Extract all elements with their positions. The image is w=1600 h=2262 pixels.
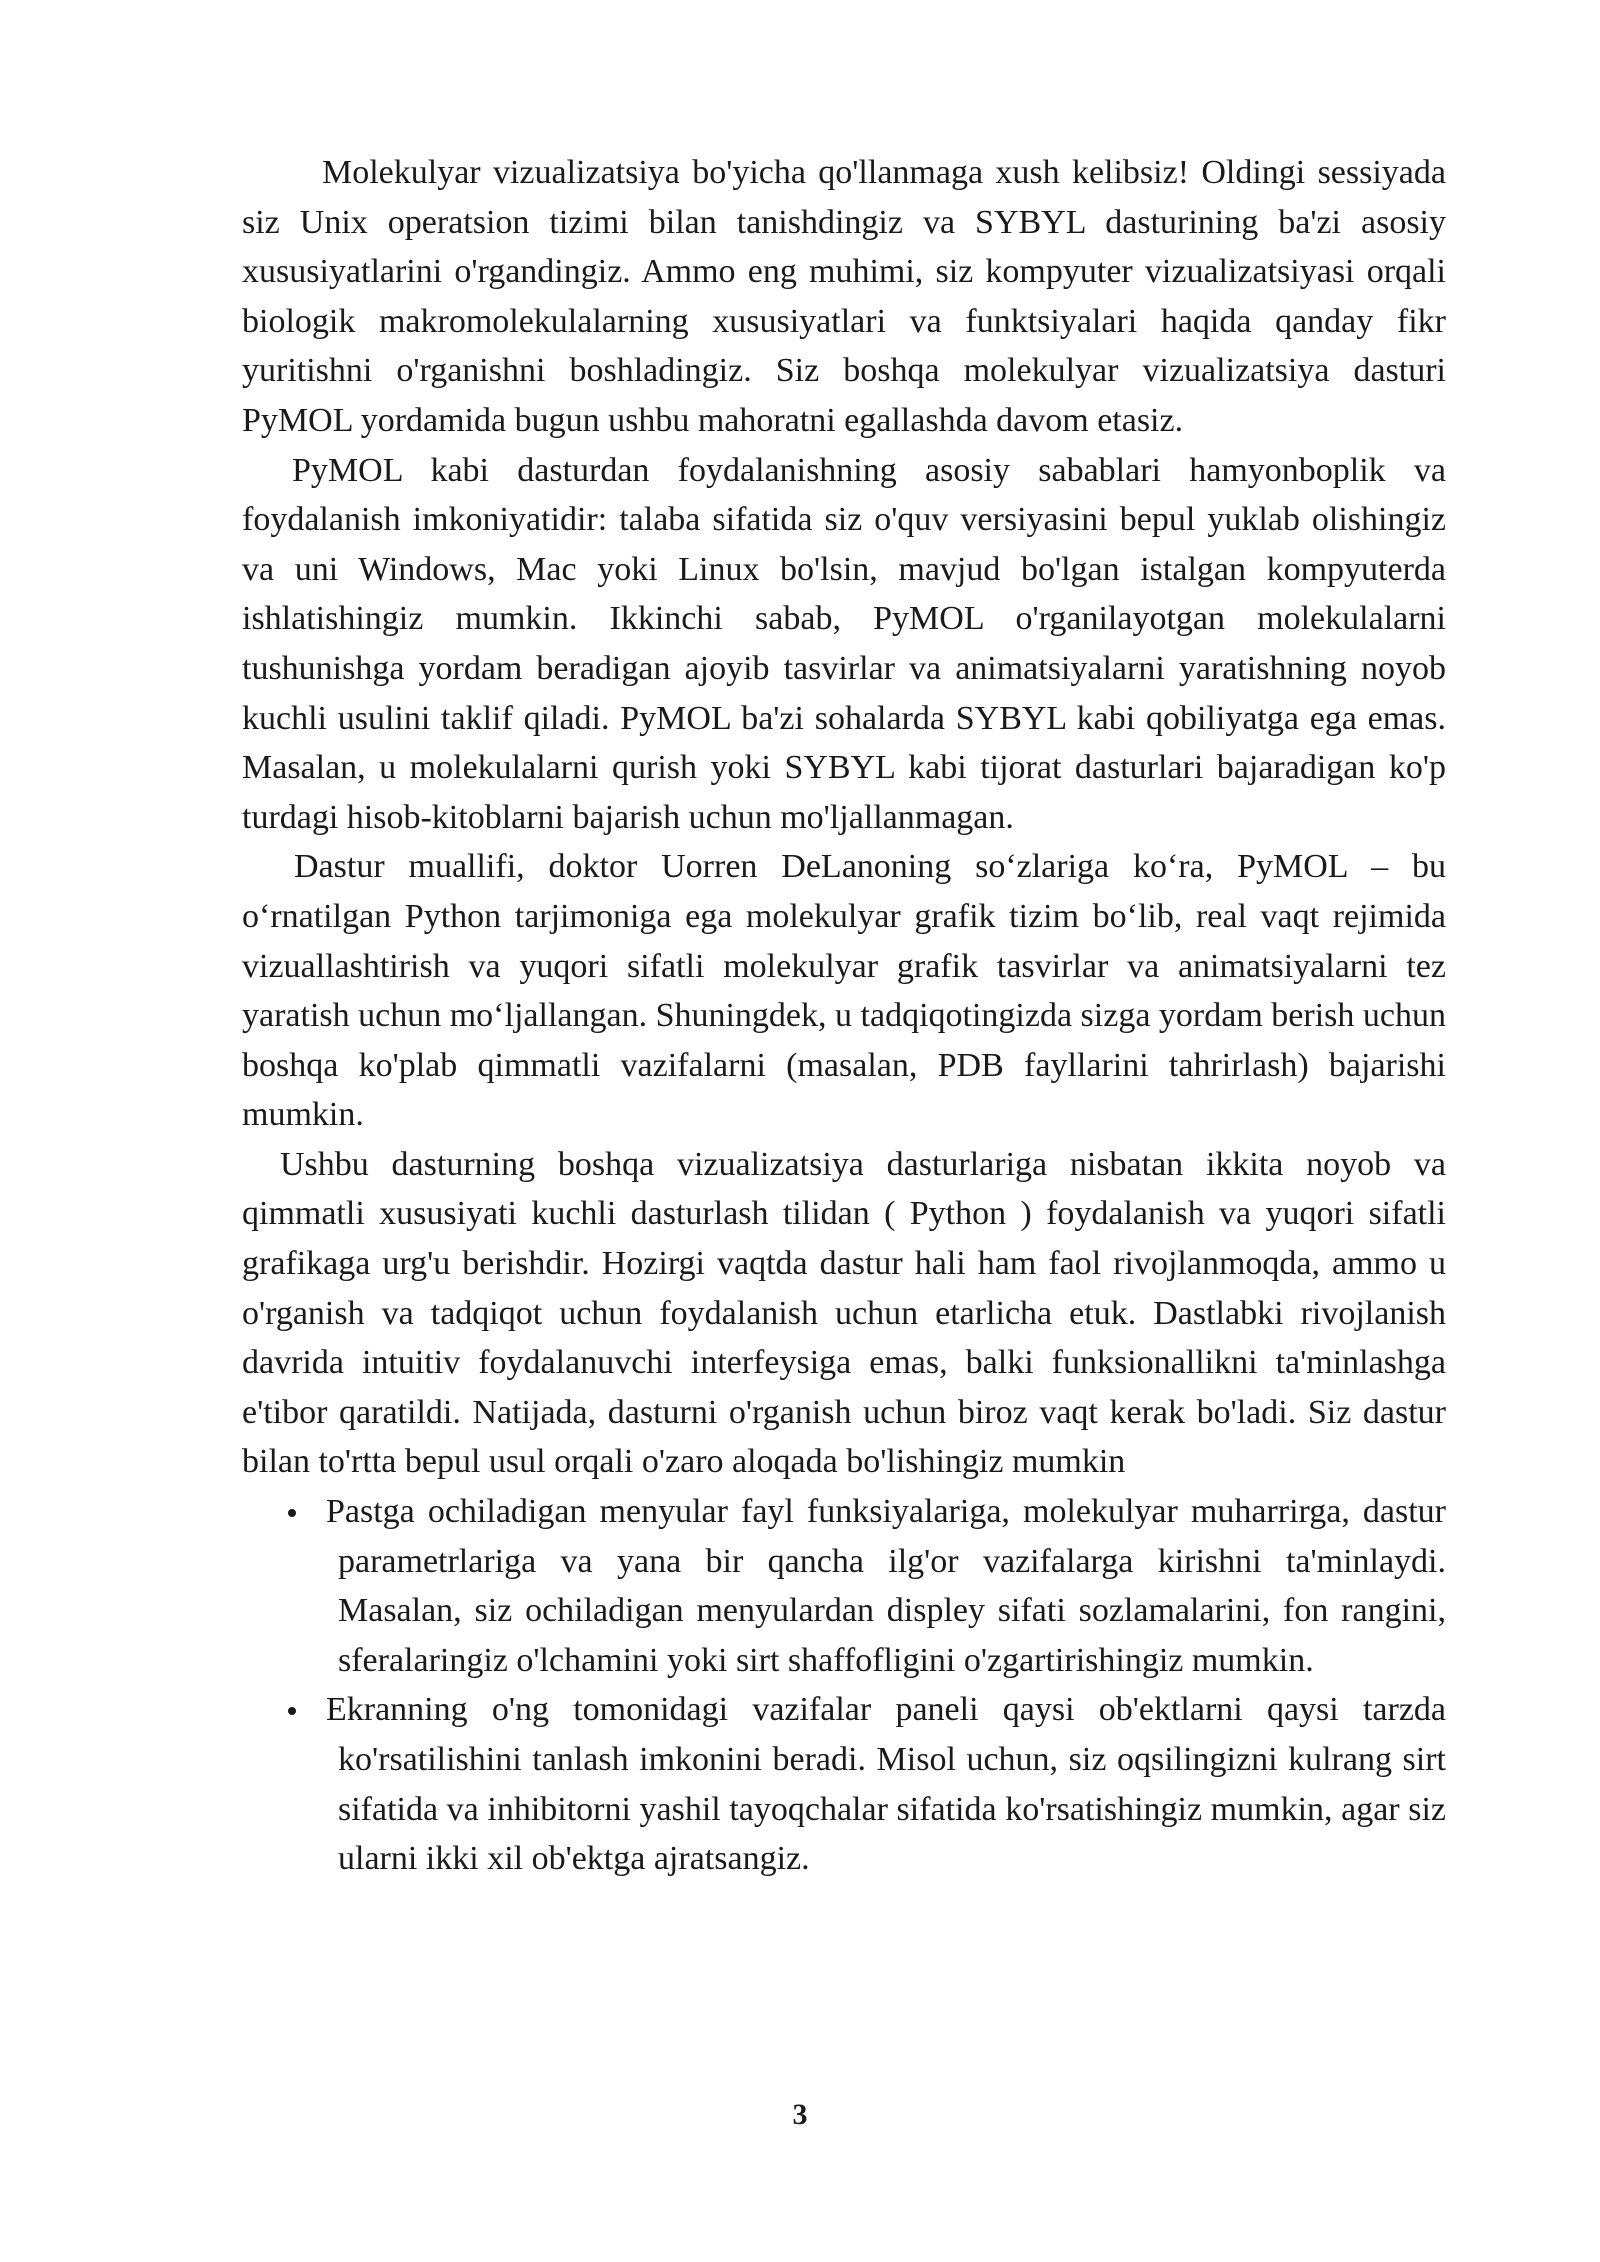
list-item-text: Ekranning o'ng tomonidagi vazifalar paneli qaysi ob'ektlarni qaysi tarzda ko'rsatilishini tanlash imkonini beradi. Misol uchun, siz oqsilingizni kulrang sirt sifatida va inhibitorni yashil tayoqchalar sifatida ko'rsatishingiz mumkin, agar siz ularni ikki xil ob'ektga ajratsangiz. [326, 1691, 1446, 1878]
list-item [242, 1487, 1446, 1685]
page-number: 3 [792, 2098, 808, 2131]
paragraph-reasons: PyMOL kabi dasturdan foydalanishning asosiy sabablari hamyonboplik va foydalanish imkoniyatidir: talaba sifatida siz o'quv versiyasini bepul yuklab olishingiz va uni Windows, Mac yoki Linux bo'lsin, mavjud bo'lgan istalgan kompyuterda ishlatishingiz mumkin. Ikkinchi sabab, PyMOL o'rganilayotgan molekulalarni tushunishga yordam beradigan ajoyib tasvirlar va animatsiyalarni yaratishning noyob kuchli usulini taklif qiladi. PyMOL ba'zi sohalarda SYBYL kabi qobiliyatga ega emas. Masalan, u molekulalarni qurish yoki SYBYL kabi tijorat dasturlari bajaradigan ko'p turdagi hisob-kitoblarni bajarish uchun mo'ljallanmagan. [242, 451, 1446, 836]
paragraph-author: Dastur muallifi, doktor Uorren DeLanoning so‘zlariga ko‘ra, PyMOL – bu o‘rnatilgan Python tarjimoniga ega molekulyar grafik tizim bo‘lib, real vaqt rejimida vizuallashtirish va yuqori sifatli molekulyar grafik tasvirlar va animatsiyalarni tez yaratish uchun mo‘ljallangan. Shuningdek, u tadqiqotingizda sizga yordam berish uchun boshqa ko'plab qimmatli vazifalarni (masalan, PDB fayllarini tahrirlash) bajarishi mumkin. [242, 848, 1446, 1134]
paragraph-features: Ushbu dasturning boshqa vizualizatsiya dasturlariga nisbatan ikkita noyob va qimmatli xususiyati kuchli dasturlash tilidan ( Python ) foydalanish va yuqori sifatli grafikaga urg'u berishdir. Hozirgi vaqtda dastur hali ham faol rivojlanmoqda, ammo u o'rganish va tadqiqot uchun foydalanish uchun etarlicha etuk. Dastlabki rivojlanish davrida intuitiv foydalanuvchi interfeysiga emas, balki funksionallikni ta'minlashga e'tibor qaratildi. Natijada, dasturni o'rganish uchun biroz vaqt kerak bo'ladi. Siz dastur bilan to'rtta bepul usul orqali o'zaro aloqada bo'lishingiz mumkin [242, 1145, 1446, 1481]
bullet-list [242, 1487, 1446, 1884]
paragraph-intro: Molekulyar vizualizatsiya bo'yicha qo'llanmaga xush kelibsiz! Oldingi sessiyada siz Unix operatsion tizimi bilan tanishdingiz va SYBYL dasturining ba'zi asosiy xususiyatlarini o'rgandingiz. Ammo eng muhimi, siz kompyuter vizualizatsiyasi orqali biologik makromolekulalarning xususiyatlari va funktsiyalari haqida qanday fikr yuritishni o'rganishni boshladingiz. Siz boshqa molekulyar vizualizatsiya dasturi PyMOL yordamida bugun ushbu mahoratni egallashda davom etasiz. [242, 154, 1446, 439]
list-item-text: Pastga ochiladigan menyular fayl funksiyalariga, molekulyar muharrirga, dastur parametrlariga va yana bir qancha ilg'or vazifalarga kirishni ta'minlaydi. Masalan, siz ochiladigan menyulardan displey sifati sozlamalarini, fon rangini, sferalaringiz o'lchamini yoki sirt shaffofligini o'zgartirishingiz mumkin. [326, 1493, 1446, 1679]
page-body [242, 148, 1446, 1884]
bullet-icon [288, 1509, 296, 1517]
bullet-icon [288, 1707, 296, 1715]
list-item [242, 1685, 1446, 1883]
